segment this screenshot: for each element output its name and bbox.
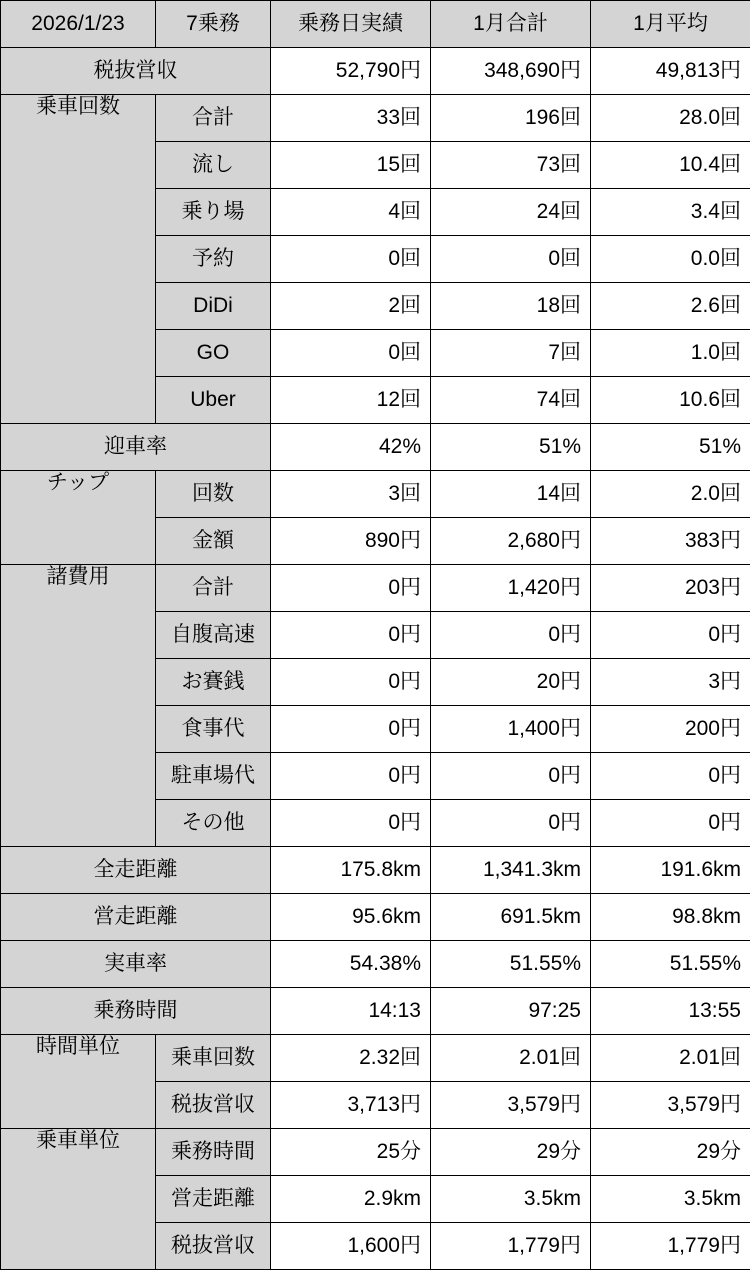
value-cell: 24回 (431, 189, 591, 236)
value-cell: 51.55% (431, 941, 591, 988)
row-label: 実車率 (1, 941, 271, 988)
row-group-label: 諸費用 (1, 565, 156, 847)
table-row (1, 424, 750, 471)
header-col-month-total: 1月合計 (431, 1, 591, 48)
value-cell: 0円 (591, 800, 750, 847)
value-cell: 15回 (271, 142, 431, 189)
value-cell: 33回 (271, 95, 431, 142)
value-cell: 1.0回 (591, 330, 750, 377)
value-cell: 2.32回 (271, 1035, 431, 1082)
value-cell: 0円 (271, 612, 431, 659)
table-row (1, 565, 750, 612)
value-cell: 2回 (271, 283, 431, 330)
value-cell: 1,400円 (431, 706, 591, 753)
value-cell: 1,600円 (271, 1223, 431, 1270)
table-row (1, 471, 750, 518)
value-cell: 691.5km (431, 894, 591, 941)
table-body (1, 48, 750, 1270)
value-cell: 74回 (431, 377, 591, 424)
table-row (1, 1129, 750, 1176)
value-cell: 0円 (591, 753, 750, 800)
value-cell: 2.01回 (591, 1035, 750, 1082)
value-cell: 0円 (271, 753, 431, 800)
row-label: 税抜営収 (1, 48, 271, 95)
value-cell: 25分 (271, 1129, 431, 1176)
value-cell: 97:25 (431, 988, 591, 1035)
row-label: 乗務時間 (1, 988, 271, 1035)
value-cell: 52,790円 (271, 48, 431, 95)
value-cell: 2,680円 (431, 518, 591, 565)
row-sublabel: 乗り場 (156, 189, 271, 236)
value-cell: 14:13 (271, 988, 431, 1035)
value-cell: 3,713円 (271, 1082, 431, 1129)
value-cell: 196回 (431, 95, 591, 142)
value-cell: 3円 (591, 659, 750, 706)
value-cell: 29分 (591, 1129, 750, 1176)
row-sublabel: 食事代 (156, 706, 271, 753)
row-sublabel: 自腹高速 (156, 612, 271, 659)
row-label: 全走距離 (1, 847, 271, 894)
table-row (1, 48, 750, 95)
row-sublabel: 回数 (156, 471, 271, 518)
row-sublabel: 税抜営収 (156, 1223, 271, 1270)
value-cell: 383円 (591, 518, 750, 565)
value-cell: 54.38% (271, 941, 431, 988)
value-cell: 13:55 (591, 988, 750, 1035)
value-cell: 10.6回 (591, 377, 750, 424)
value-cell: 203円 (591, 565, 750, 612)
value-cell: 3回 (271, 471, 431, 518)
value-cell: 7回 (431, 330, 591, 377)
value-cell: 51% (431, 424, 591, 471)
row-sublabel: 乗車回数 (156, 1035, 271, 1082)
row-sublabel: お賽銭 (156, 659, 271, 706)
value-cell: 12回 (271, 377, 431, 424)
value-cell: 3,579円 (591, 1082, 750, 1129)
row-sublabel: DiDi (156, 283, 271, 330)
row-sublabel: その他 (156, 800, 271, 847)
value-cell: 175.8km (271, 847, 431, 894)
row-sublabel: 予約 (156, 236, 271, 283)
value-cell: 29分 (431, 1129, 591, 1176)
value-cell: 0円 (271, 565, 431, 612)
value-cell: 200円 (591, 706, 750, 753)
value-cell: 1,779円 (591, 1223, 750, 1270)
value-cell: 3.5km (591, 1176, 750, 1223)
value-cell: 28.0回 (591, 95, 750, 142)
header-col-day: 乗務日実績 (271, 1, 431, 48)
value-cell: 2.9km (271, 1176, 431, 1223)
value-cell: 10.4回 (591, 142, 750, 189)
value-cell: 0円 (271, 800, 431, 847)
row-label: 営走距離 (1, 894, 271, 941)
row-sublabel: 営走距離 (156, 1176, 271, 1223)
value-cell: 1,420円 (431, 565, 591, 612)
value-cell: 3,579円 (431, 1082, 591, 1129)
value-cell: 2.6回 (591, 283, 750, 330)
row-sublabel: 流し (156, 142, 271, 189)
value-cell: 0回 (271, 330, 431, 377)
value-cell: 0.0回 (591, 236, 750, 283)
row-sublabel: 合計 (156, 95, 271, 142)
row-sublabel: 税抜営収 (156, 1082, 271, 1129)
header-date: 2026/1/23 (1, 1, 156, 48)
value-cell: 3.4回 (591, 189, 750, 236)
row-group-label: チップ (1, 471, 156, 565)
value-cell: 1,779円 (431, 1223, 591, 1270)
value-cell: 51% (591, 424, 750, 471)
value-cell: 42% (271, 424, 431, 471)
value-cell: 95.6km (271, 894, 431, 941)
value-cell: 348,690円 (431, 48, 591, 95)
value-cell: 191.6km (591, 847, 750, 894)
value-cell: 4回 (271, 189, 431, 236)
value-cell: 0円 (431, 800, 591, 847)
value-cell: 2.0回 (591, 471, 750, 518)
header-shift: 7乗務 (156, 1, 271, 48)
value-cell: 0円 (271, 706, 431, 753)
row-sublabel: Uber (156, 377, 271, 424)
value-cell: 98.8km (591, 894, 750, 941)
table-header (1, 1, 750, 48)
table-row (1, 941, 750, 988)
header-col-month-avg: 1月平均 (591, 1, 750, 48)
header-row (1, 1, 750, 48)
value-cell: 0円 (591, 612, 750, 659)
value-cell: 3.5km (431, 1176, 591, 1223)
table-row (1, 95, 750, 142)
row-sublabel: 合計 (156, 565, 271, 612)
value-cell: 0円 (431, 612, 591, 659)
value-cell: 0回 (431, 236, 591, 283)
value-cell: 14回 (431, 471, 591, 518)
row-sublabel: GO (156, 330, 271, 377)
table-row (1, 988, 750, 1035)
value-cell: 0回 (271, 236, 431, 283)
row-sublabel: 乗務時間 (156, 1129, 271, 1176)
row-group-label: 時間単位 (1, 1035, 156, 1129)
value-cell: 20円 (431, 659, 591, 706)
value-cell: 890円 (271, 518, 431, 565)
row-sublabel: 駐車場代 (156, 753, 271, 800)
row-sublabel: 金額 (156, 518, 271, 565)
value-cell: 18回 (431, 283, 591, 330)
value-cell: 73回 (431, 142, 591, 189)
value-cell: 2.01回 (431, 1035, 591, 1082)
value-cell: 1,341.3km (431, 847, 591, 894)
table-row (1, 1035, 750, 1082)
value-cell: 51.55% (591, 941, 750, 988)
row-group-label: 乗車回数 (1, 95, 156, 424)
table-row (1, 894, 750, 941)
table-row (1, 847, 750, 894)
row-group-label: 乗車単位 (1, 1129, 156, 1270)
value-cell: 49,813円 (591, 48, 750, 95)
value-cell: 0円 (271, 659, 431, 706)
row-label: 迎車率 (1, 424, 271, 471)
value-cell: 0円 (431, 753, 591, 800)
